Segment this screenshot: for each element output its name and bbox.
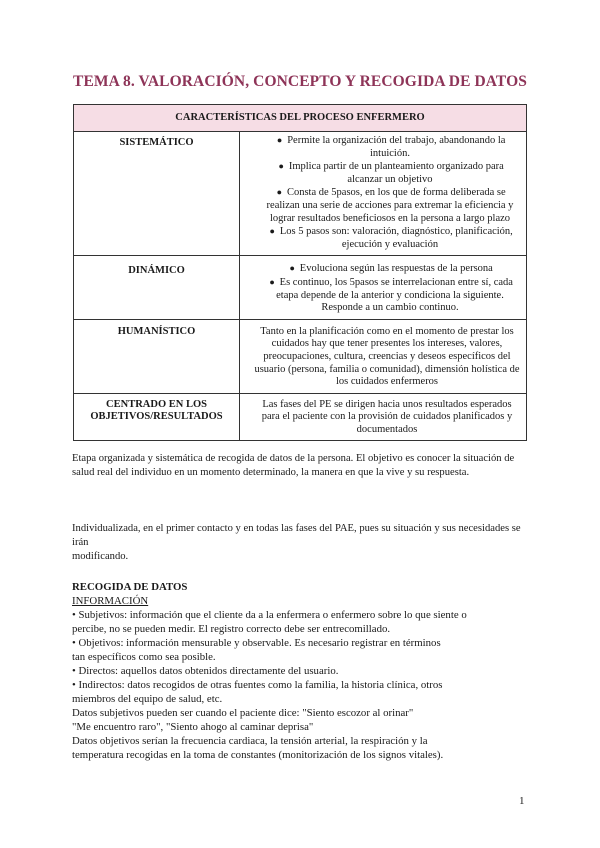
row-label-dinamico: DINÁMICO bbox=[74, 256, 240, 319]
section-line: temperatura recogidas en la toma de constantes (monitorización de los signos vitales). bbox=[72, 749, 444, 761]
section-line: • Directos: aquellos datos obtenidos directamente del usuario. bbox=[72, 665, 339, 677]
row-label-sistematico: SISTEMÁTICO bbox=[74, 132, 240, 256]
section-line: percibe, no se pueden medir. El registro correcto debe ser entrecomillado. bbox=[72, 623, 391, 635]
row-content-centrado: Las fases del PE se dirigen hacia unos resultados esperados para el paciente con la provisión de cuidados planificados y documentados bbox=[240, 393, 527, 441]
row-label-humanistico: HUMANÍSTICO bbox=[74, 319, 240, 393]
table-row bbox=[74, 256, 527, 319]
list-item: ● Los 5 pasos son: valoración, diagnóstico, planificación, ejecución y evaluación bbox=[260, 225, 520, 251]
section-line: • Indirectos: datos recogidos de otras fuentes como la familia, la historia clínica, otros bbox=[72, 679, 443, 691]
characteristics-table bbox=[73, 104, 527, 441]
list-item: ● Consta de 5pasos, en los que de forma deliberada se realizan una serie de acciones para extremar la eficiencia y lograr resultados beneficiosos en la persona a largo plazo bbox=[266, 187, 514, 224]
section-line: tan específicos como sea posible. bbox=[72, 651, 216, 663]
data-collection-section bbox=[72, 580, 532, 762]
list-item: ● Evoluciona según las respuestas de la persona bbox=[260, 262, 520, 276]
row-label-centrado: CENTRADO EN LOS OBJETIVOS/RESULTADOS bbox=[74, 393, 240, 441]
row-content-humanistico: Tanto en la planificación como en el momento de prestar los cuidados hay que tener presentes los intereses, valores, preocupaciones, cultura, creencias y deseos específicos del usuario (persona, familia o comunidad), dimensión holística de los cuidados enfermeros bbox=[240, 319, 527, 393]
table-row bbox=[74, 132, 527, 256]
paragraph-line: Individualizada, en el primer contacto y en todas las fases del PAE, pues su situación y sus necesidades se irán bbox=[72, 523, 521, 548]
table-row bbox=[74, 319, 527, 393]
section-heading: RECOGIDA DE DATOS bbox=[72, 581, 188, 593]
table-header: CARACTERÍSTICAS DEL PROCESO ENFERMERO bbox=[74, 105, 527, 132]
table-row bbox=[74, 393, 527, 441]
bullet-icon: ● bbox=[289, 263, 295, 274]
section-line: Datos subjetivos pueden ser cuando el paciente dice: "Siento escozor al orinar" bbox=[72, 707, 414, 719]
row-content-dinamico bbox=[240, 256, 527, 319]
list-item: ● Es continuo, los 5pasos se interrelacionan entre sí, cada etapa depende de la anterior y condiciona la siguiente. Responde a un cambio continuo. bbox=[260, 276, 520, 315]
section-line: • Subjetivos: información que el cliente da a la enfermera o enfermero sobre lo que siente o bbox=[72, 609, 467, 621]
list-item: ● Implica partir de un planteamiento organizado para alcanzar un objetivo bbox=[260, 160, 520, 186]
bullet-icon: ● bbox=[276, 187, 283, 198]
section-line: miembros del equipo de salud, etc. bbox=[72, 693, 223, 705]
section-subheading: INFORMACIÓN bbox=[72, 595, 149, 607]
bullet-icon: ● bbox=[269, 276, 275, 287]
page-number: 1 bbox=[519, 795, 525, 807]
page-title: TEMA 8. VALORACIÓN, CONCEPTO Y RECOGIDA DE DATOS bbox=[73, 73, 527, 90]
section-line: Datos objetivos serían la frecuencia cardiaca, la tensión arterial, la respiración y la bbox=[72, 735, 428, 747]
intro-paragraph: Etapa organizada y sistemática de recogida de datos de la persona. El objetivo es conocer la situación de salud real del individuo en un momento determinado, la manera en que la vive y su respuesta. bbox=[72, 453, 515, 478]
section-line: • Objetivos: información mensurable y observable. Es necesario registrar en términos bbox=[72, 637, 441, 649]
paragraph-line: modificando. bbox=[72, 551, 129, 562]
individual-paragraph bbox=[72, 522, 532, 564]
bullet-icon: ● bbox=[276, 135, 283, 145]
bullet-icon: ● bbox=[269, 226, 275, 237]
list-item: ● Permite la organización del trabajo, abandonando la intuición. bbox=[260, 134, 520, 160]
section-line: "Me encuentro raro", "Siento ahogo al caminar deprisa" bbox=[72, 721, 314, 733]
row-content-sistematico bbox=[240, 132, 527, 256]
bullet-icon: ● bbox=[278, 161, 284, 172]
